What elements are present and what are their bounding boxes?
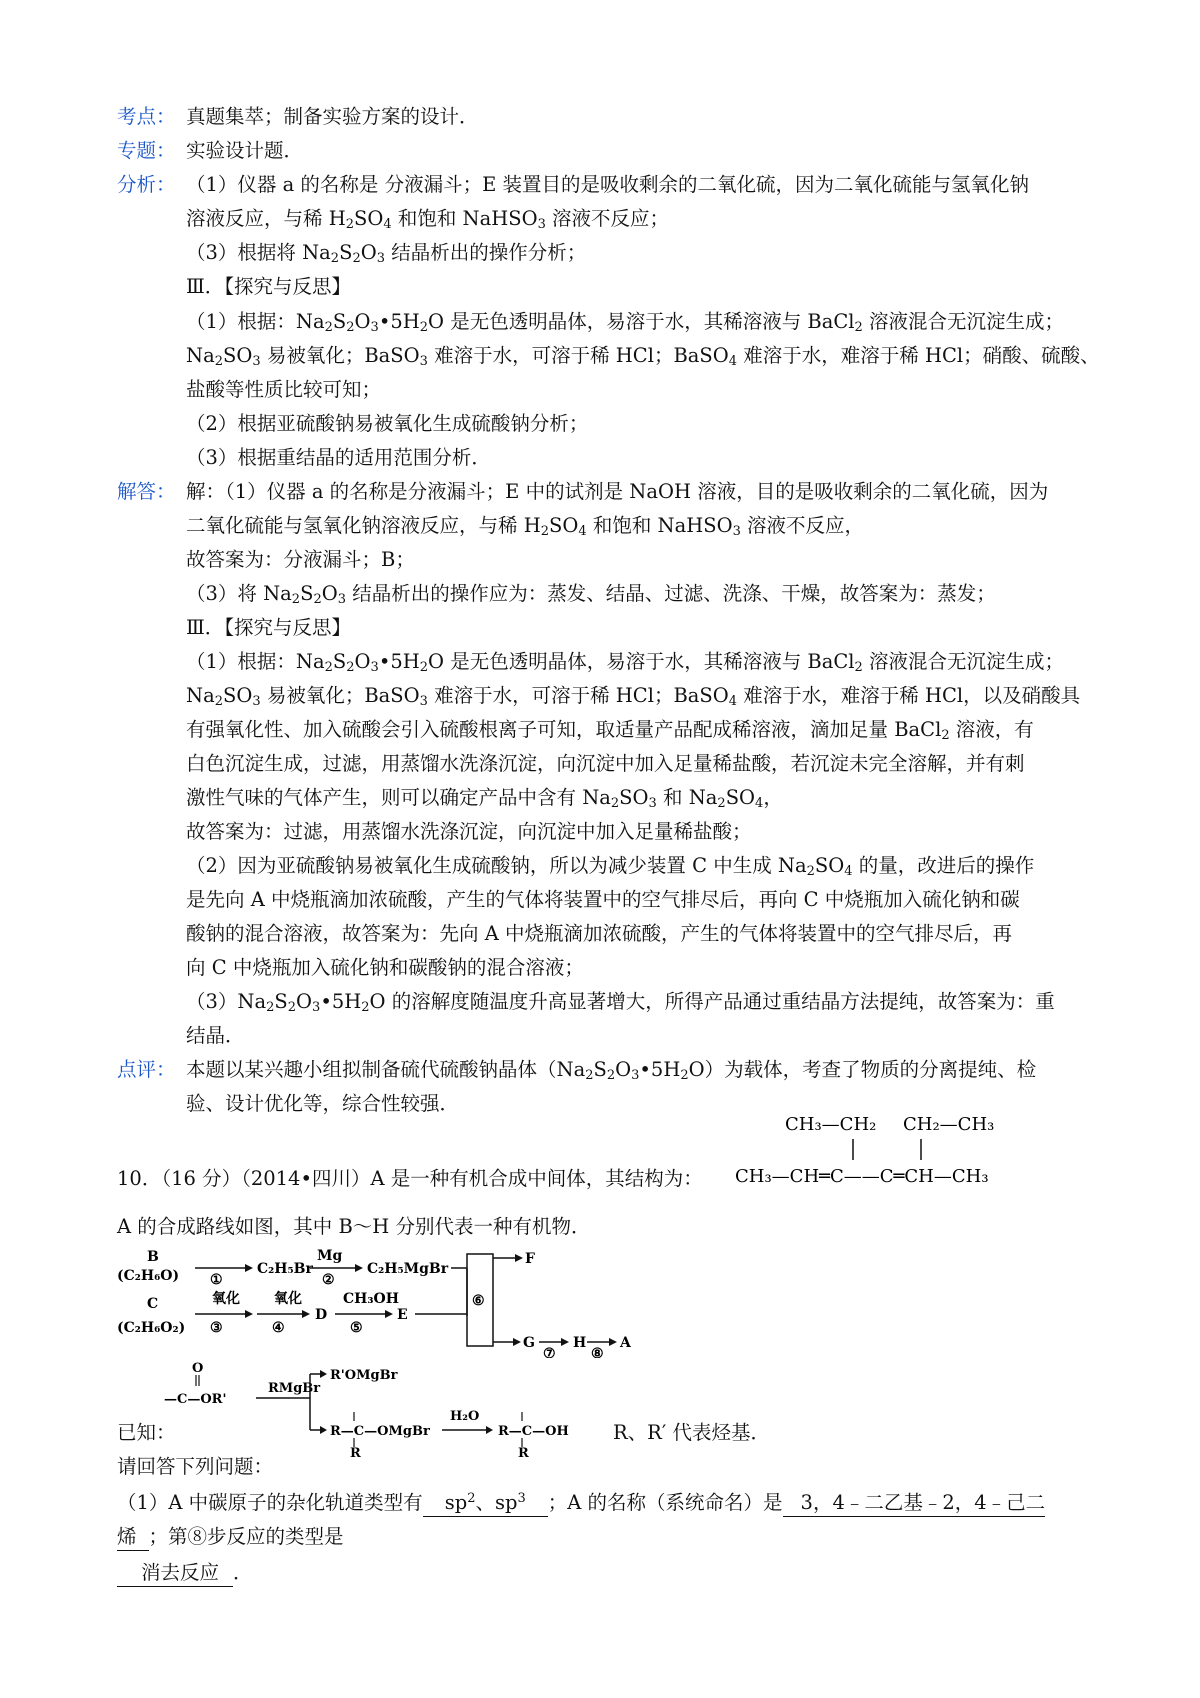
jieda-line-4: （3）将 $Na_2S_2O_3$ 结晶析出的操作应为：蒸发、结晶、过滤、洗涤、干燥，故答案为：蒸发； (186, 582, 996, 607)
route-c2h5mgbr: C₂H₅MgBr (367, 1261, 449, 1277)
zhuanti-text: 实验设计题． (186, 139, 304, 162)
fenxi-line-4: Ⅲ．【探究与反思】 (186, 275, 352, 298)
kaodian-label: 考点： (117, 105, 176, 128)
known-p3: R—C—OH (498, 1424, 569, 1439)
route-oxidation-1: 氧化 (212, 1291, 240, 1307)
route-step-7: ⑦ (543, 1346, 556, 1358)
route-ch3oh: CH₃OH (343, 1291, 399, 1307)
known-tail: R、R′ 代表烃基． (613, 1421, 770, 1444)
structure-top-right: CH₂—CH₃ (903, 1114, 995, 1135)
route-step-6: ⑥ (472, 1293, 485, 1309)
jieda-line-3: 故答案为：分液漏斗；B； (186, 548, 415, 571)
jieda-line-10: 激性气味的气体产生，则可以确定产品中含有 $Na_2SO_3$ 和 $Na_2SO_4$， (186, 786, 783, 811)
dianping-line-1: 本题以某兴趣小组拟制备硫代硫酸钠晶体$(Na_2S_2O_3•5H_2O)$为载体，考查了物质的分离提纯、检 (186, 1058, 1037, 1083)
jieda-label: 解答： (117, 480, 176, 503)
q10-route-intro: A 的合成路线如图，其中 B～H 分别代表一种有机物． (117, 1215, 591, 1238)
jieda-line-11: 故答案为：过滤，用蒸馏水洗涤沉淀，向沉淀中加入足量稀盐酸； (186, 820, 752, 843)
fenxi-line-5: （1）根据：$Na_2S_2O_3•5H_2O$ 是无色透明晶体，易溶于水，其稀溶液与 BaCl$_2$ 溶液混合无沉淀生成； (186, 310, 1064, 335)
known-r-1: R (350, 1446, 361, 1460)
route-step-3: ③ (210, 1320, 223, 1336)
jieda-line-16: $(3)Na_2S_2O_3•5H_2O$ 的溶解度随温度升高显著增大，所得产品通过重结晶方法提纯，故答案为：重 (186, 990, 1055, 1015)
route-a: A (620, 1335, 631, 1351)
route-oxidation-2: 氧化 (274, 1291, 302, 1307)
answer-name-part1: 3，4﹣二乙基﹣2，4﹣己二 (783, 1490, 1046, 1517)
route-step-4: ④ (272, 1320, 285, 1336)
route-mg: Mg (317, 1248, 343, 1264)
route-h: H (573, 1335, 587, 1351)
fenxi-line-9: （3）根据重结晶的适用范围分析． (186, 446, 491, 469)
fenxi-line-3: （3）根据将 $Na_2S_2O_3$ 结晶析出的操作分析； (186, 241, 587, 266)
zhuanti-label: 专题： (117, 139, 176, 162)
answer-name-part2: 烯 (117, 1524, 149, 1551)
fenxi-line-6: $Na_2SO_3$ 易被氧化；BaSO$_3$ 难溶于水，可溶于稀 HCl；BaSO$_4$ 难溶于水，难溶于稀 HCl；硝酸、硫酸、 (186, 344, 1100, 369)
jieda-line-8: 有强氧化性、加入硫酸会引入硫酸根离子可知，取适量产品配成稀溶液，滴加足量 BaCl$_2$ 溶液，有 (186, 718, 1034, 743)
known-o: O (192, 1361, 204, 1376)
fenxi-label: 分析： (117, 173, 176, 196)
jieda-line-7: $Na_2SO_3$ 易被氧化；BaSO$_3$ 难溶于水，可溶于稀 HCl；BaSO$_4$ 难溶于水，难溶于稀 HCl，以及硝酸具 (186, 684, 1081, 709)
jieda-line-9: 白色沉淀生成，过滤，用蒸馏水洗涤沉淀，向沉淀中加入足量稀盐酸，若沉淀未完全溶解，并有刺 (186, 752, 1025, 775)
route-b-formula: (C₂H₆O) (117, 1268, 180, 1284)
answer-reaction-type: 消去反应 (117, 1560, 233, 1587)
structure-a-figure (735, 1105, 1055, 1200)
jieda-line-6: （1）根据：$Na_2S_2O_3•5H_2O$ 是无色透明晶体，易溶于水，其稀溶液与 BaCl$_2$ 溶液混合无沉淀生成； (186, 650, 1064, 675)
jieda-line-15: 向 C 中烧瓶加入硫化钠和碳酸钠的混合溶液； (186, 956, 584, 979)
known-rmgbr: RMgBr (268, 1381, 321, 1396)
route-c2h5br: C₂H₅Br (257, 1261, 313, 1277)
fenxi-line-2: 溶液反应，与稀 $H_2SO_4$ 和饱和 NaHSO$_3$ 溶液不反应； (186, 207, 670, 232)
known-label: 已知： (117, 1421, 176, 1444)
route-step-8: ⑧ (591, 1346, 604, 1358)
dianping-label: 点评： (117, 1058, 176, 1081)
jieda-line-12: （2）因为亚硫酸钠易被氧化生成硫酸钠，所以为减少装置 C 中生成 $Na_2SO_4$ 的量，改进后的操作 (186, 854, 1035, 879)
route-step-1: ① (210, 1272, 223, 1288)
kaodian-text: 真题集萃；制备实验方案的设计． (186, 105, 479, 128)
route-e: E (397, 1307, 408, 1323)
known-r-2: R (518, 1446, 529, 1460)
jieda-line-2: 二氧化硫能与氢氧化钠溶液反应，与稀 $H_2SO_4$ 和饱和 NaHSO$_3$ 溶液不反应， (186, 514, 865, 539)
route-step-5: ⑤ (350, 1320, 363, 1336)
route-b: B (147, 1249, 159, 1265)
q10-part1-line3: 消去反应 ． (117, 1556, 1097, 1590)
jieda-line-13: 是先向 A 中烧瓶滴加浓硫酸，产生的气体将装置中的空气排尽后，再向 C 中烧瓶加入硫化钠和碳 (186, 888, 1020, 911)
known-h2o: H₂O (450, 1409, 480, 1424)
route-f: F (525, 1251, 535, 1267)
route-c-formula: (C₂H₆O₂) (117, 1320, 186, 1336)
structure-top-left: CH₃—CH₂ (785, 1114, 877, 1135)
fenxi-line-1: （1）仪器 a 的名称是 分液漏斗；E 装置目的是吸收剩余的二氧化硫，因为二氧化硫能与氢氧化钠 (186, 173, 1030, 196)
structure-main-chain: CH₃—CH═C——C═CH—CH₃ (735, 1166, 989, 1187)
route-d: D (315, 1307, 328, 1323)
known-p2: R—C—OMgBr (330, 1424, 430, 1439)
known-ester: —C—OR' (164, 1392, 227, 1407)
fenxi-line-8: （2）根据亚硫酸钠易被氧化生成硫酸钠分析； (186, 412, 589, 435)
route-c: C (147, 1296, 159, 1312)
answer-hybridization: $sp^2$、$sp^3$ (423, 1490, 548, 1517)
jieda-line-17: 结晶． (186, 1024, 245, 1047)
jieda-line-14: 酸钠的混合溶液，故答案为：先向 A 中烧瓶滴加浓硫酸，产生的气体将装置中的空气排尽后，再 (186, 922, 1012, 945)
fenxi-line-7: 盐酸等性质比较可知； (186, 378, 382, 401)
jieda-line-5: Ⅲ．【探究与反思】 (186, 616, 352, 639)
route-step-2: ② (322, 1272, 335, 1288)
q10-ask: 请回答下列问题： (117, 1455, 274, 1478)
q10-intro: 10．（16 分）（2014•四川）A 是一种有机合成中间体，其结构为： (117, 1167, 703, 1190)
dianping-line-2: 验、设计优化等，综合性较强． (186, 1092, 460, 1115)
route-g: G (523, 1335, 535, 1351)
q10-part1-line2: 烯 ；第⑧步反应的类型是 (117, 1520, 1097, 1554)
q10-part1-line1: （1）A 中碳原子的杂化轨道类型有 $sp^2$、$sp^3$ ；A 的名称（系统命名）是 3，4﹣二乙基﹣2，4﹣己二 (117, 1486, 1097, 1520)
known-p1: R'OMgBr (330, 1368, 398, 1383)
synthesis-route-figure (117, 1248, 677, 1358)
jieda-line-1: 解：（1）仪器 a 的名称是分液漏斗；E 中的试剂是 NaOH 溶液，目的是吸收剩余的二氧化硫，因为 (186, 480, 1049, 503)
